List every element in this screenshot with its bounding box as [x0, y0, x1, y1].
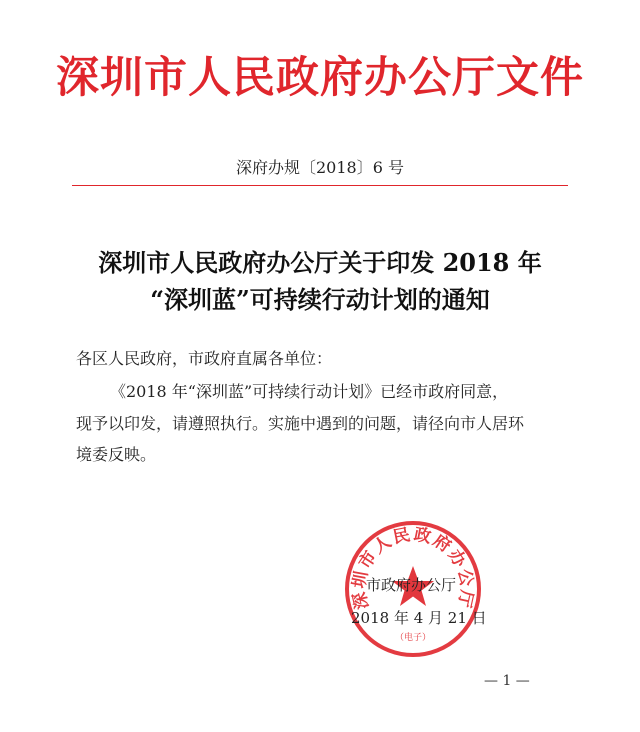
- red-divider-line: [72, 185, 568, 186]
- document-title-line-1: 深圳市人民政府办公厅关于印发 2018 年: [98, 248, 542, 277]
- document-number: 深府办规〔2018〕6 号: [236, 158, 404, 177]
- signature-organization: 市政府办公厅: [366, 576, 457, 594]
- document-masthead: 深圳市人民政府办公厅文件: [56, 53, 584, 103]
- document-title-line-2: “深圳蓝”可持续行动计划的通知: [150, 285, 490, 314]
- salutation: 各区人民政府，市政府直属各单位：: [76, 349, 333, 368]
- seal-arc-text: 深圳市人民政府办公厅: [349, 524, 477, 612]
- body-paragraph-line-3: 境委反映。: [76, 445, 157, 464]
- body-paragraph-line-1: 《2018 年“深圳蓝”可持续行动计划》已经市政府同意，: [110, 382, 509, 401]
- body-paragraph-line-2: 现予以印发，请遵照执行。实施中遇到的问题，请径向市人居环: [76, 414, 525, 433]
- seal-sub-text: （电子）: [394, 633, 432, 643]
- page-number: — 1 —: [484, 673, 530, 689]
- signature-date: 2018 年 4 月 21 日: [351, 609, 487, 627]
